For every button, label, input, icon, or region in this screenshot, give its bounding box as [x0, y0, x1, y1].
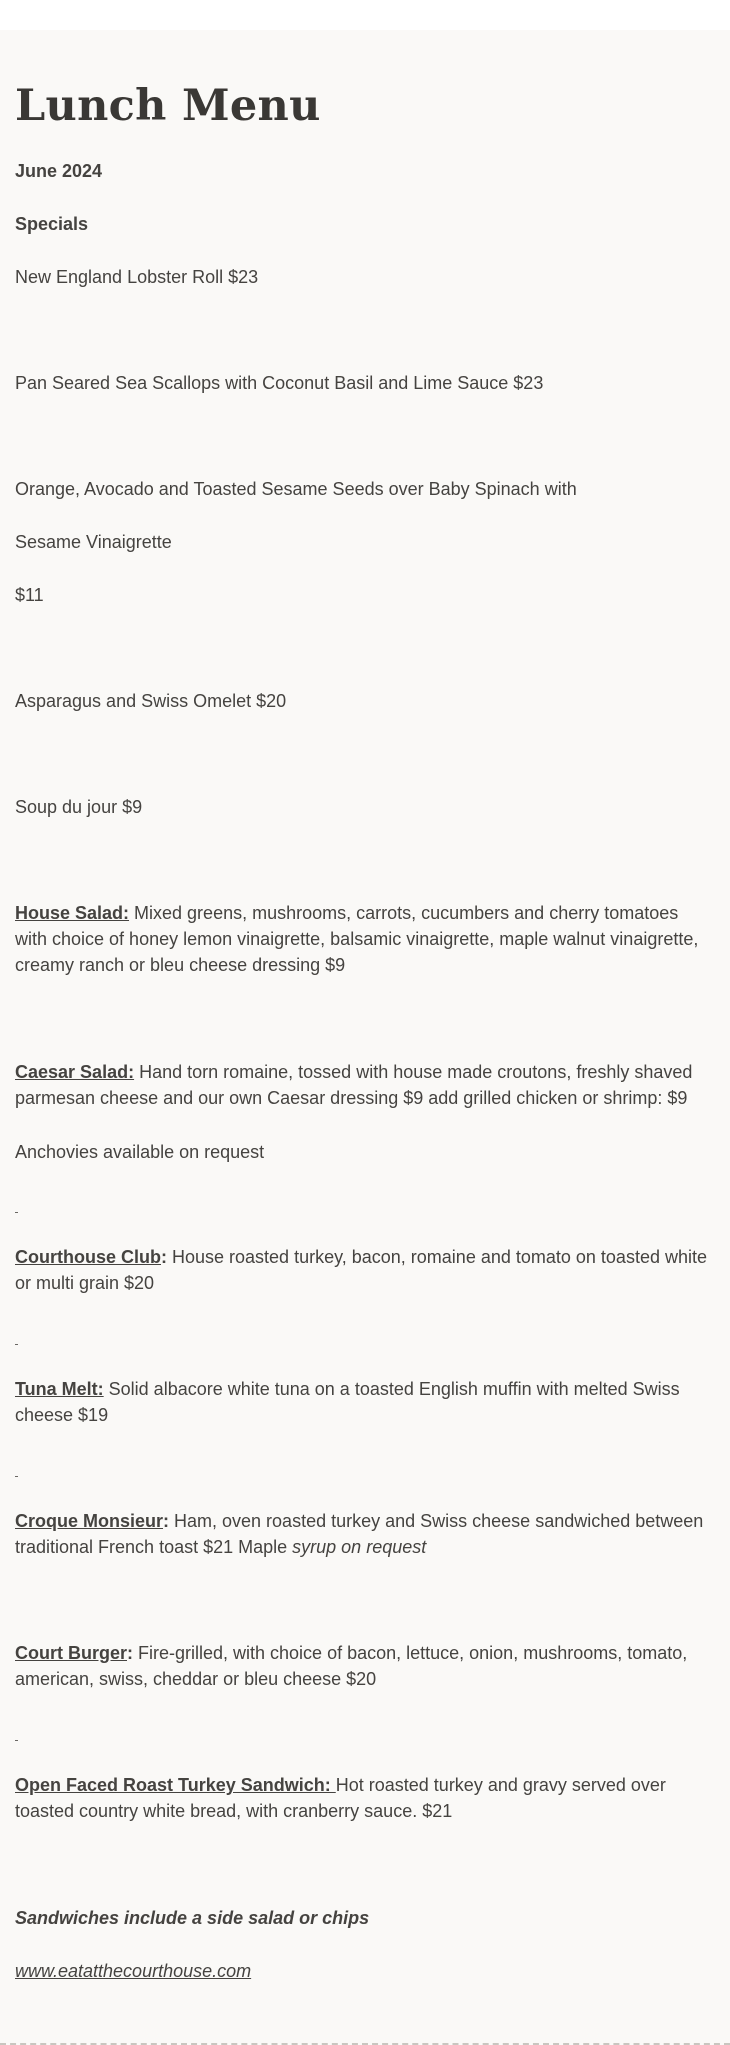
- website-link[interactable]: www.eatatthecourthouse.com: [15, 1961, 252, 1981]
- tuna-melt-item: [15, 1376, 715, 1428]
- croque-monsieur-label: Croque Monsieur: [15, 1511, 164, 1531]
- caesar-salad-note: Anchovies available on request: [15, 1142, 265, 1162]
- court-burger-label: Court Burger: [15, 1643, 127, 1663]
- open-faced-turkey-description: Hot roasted turkey and gravy served over toasted country white bread, with cranberry sauce. $21: [15, 1775, 666, 1821]
- menu-date: June 2024: [15, 161, 103, 181]
- house-salad-label: House Salad:: [15, 903, 130, 923]
- separator-mark: [15, 1212, 18, 1213]
- courthouse-club-label: Courthouse Club: [15, 1247, 161, 1267]
- special-spinach-salad-line2: Sesame Vinaigrette: [15, 532, 172, 552]
- croque-monsieur-syrup-note: syrup on request: [292, 1537, 427, 1557]
- croque-monsieur-description: Ham, oven roasted turkey and Swiss cheese sandwiched between traditional French toast $21 Maple: [15, 1511, 704, 1557]
- specials-heading: Specials: [15, 214, 89, 234]
- separator-mark: [15, 1476, 18, 1477]
- special-soup: Soup du jour $9: [15, 797, 143, 817]
- open-faced-turkey-label: Open Faced Roast Turkey Sandwich:: [15, 1775, 336, 1795]
- menu-page: [0, 30, 730, 2045]
- separator-mark: [15, 1344, 18, 1345]
- tuna-melt-label: Tuna Melt:: [15, 1379, 104, 1399]
- website-line: [15, 1958, 715, 1984]
- court-burger-description: Fire-grilled, with choice of bacon, lettuce, onion, mushrooms, tomato, american, swiss, cheddar or bleu cheese $20: [15, 1643, 688, 1689]
- special-spinach-salad-line1: Orange, Avocado and Toasted Sesame Seeds over Baby Spinach with: [15, 479, 577, 499]
- special-spinach-salad-price: $11: [15, 585, 44, 605]
- croque-monsieur-colon: :: [163, 1511, 170, 1531]
- special-omelet: Asparagus and Swiss Omelet $20: [15, 691, 287, 711]
- open-faced-turkey-item: [15, 1772, 715, 1824]
- tuna-melt-description: Solid albacore white tuna on a toasted English muffin with melted Swiss cheese $19: [15, 1379, 680, 1425]
- court-burger-colon: :: [127, 1643, 133, 1663]
- court-burger-item: [15, 1640, 715, 1692]
- page-title: Lunch Menu: [15, 81, 321, 131]
- caesar-salad-description: Hand torn romaine, tossed with house made croutons, freshly shaved parmesan cheese and our own Caesar dressing $9 add grilled chicken or shrimp: $9: [15, 1062, 693, 1108]
- sandwich-side-note: Sandwiches include a side salad or chips: [15, 1908, 370, 1928]
- house-salad-description: Mixed greens, mushrooms, carrots, cucumbers and cherry tomatoes with choice of honey lemon vinaigrette, balsamic vinaigrette, maple walnut vinaigrette, creamy ranch or bleu cheese dressing $9: [15, 903, 699, 975]
- croque-monsieur-item: [15, 1508, 715, 1560]
- separator-mark: [15, 1740, 18, 1741]
- caesar-salad-label: Caesar Salad:: [15, 1062, 135, 1082]
- special-lobster-roll: New England Lobster Roll $23: [15, 267, 259, 287]
- courthouse-club-colon: :: [161, 1247, 167, 1267]
- special-scallops: Pan Seared Sea Scallops with Coconut Basil and Lime Sauce $23: [15, 373, 544, 393]
- courthouse-club-item: [15, 1244, 715, 1296]
- courthouse-club-description: House roasted turkey, bacon, romaine and tomato on toasted white or multi grain $20: [15, 1247, 707, 1293]
- caesar-salad-item: [15, 1059, 715, 1111]
- house-salad-item: [15, 900, 715, 978]
